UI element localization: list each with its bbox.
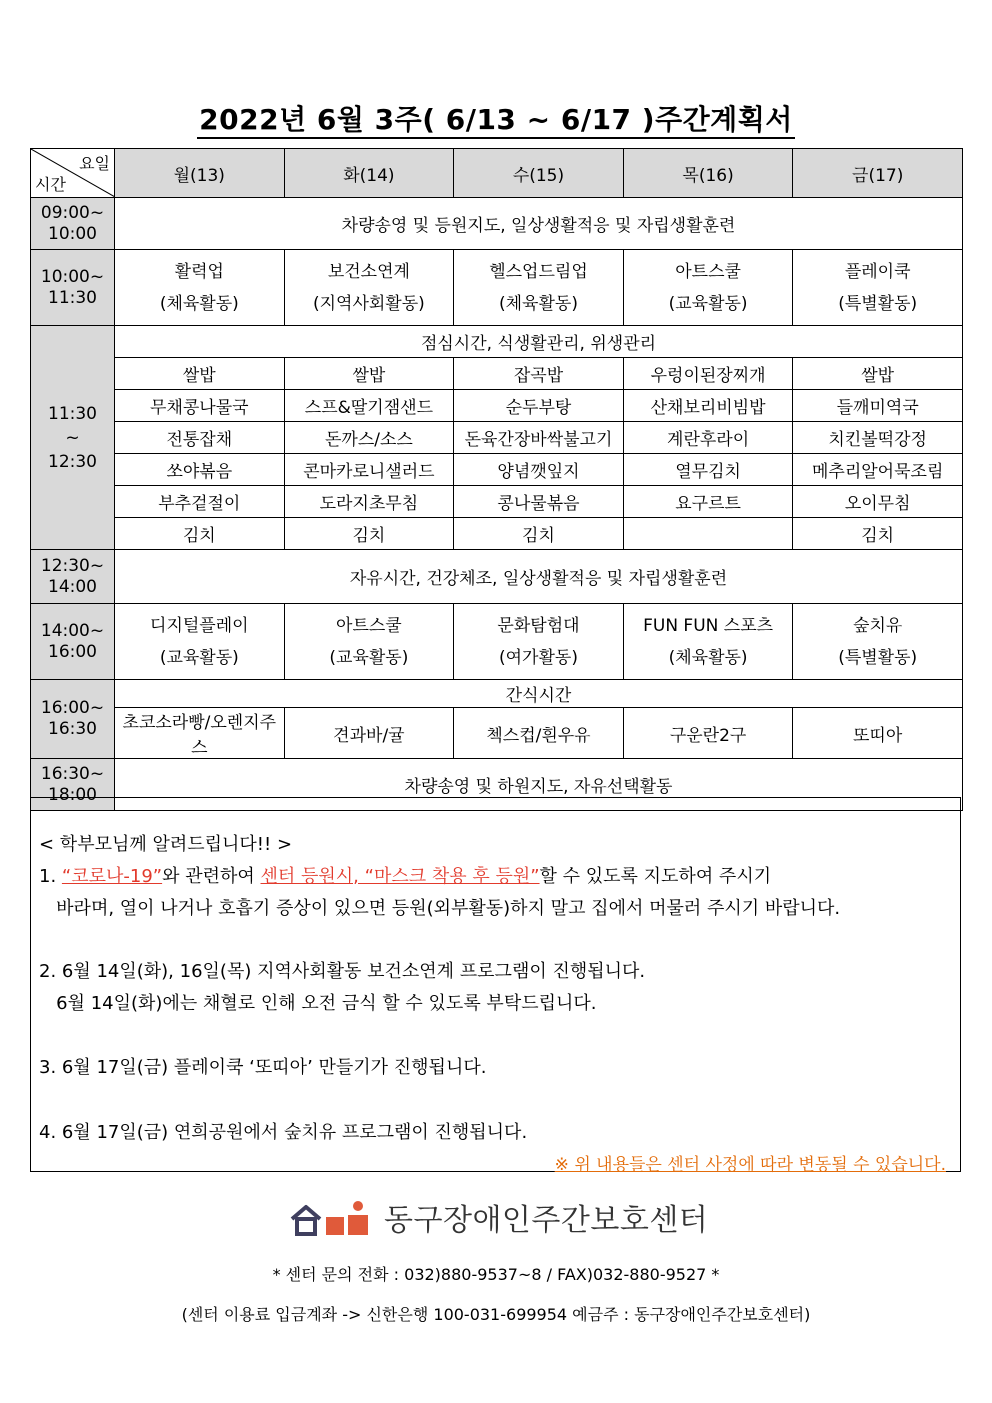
- lunch-heading: 점심시간, 식생활관리, 위생관리: [115, 326, 963, 358]
- row-lunch-heading: [31, 326, 963, 358]
- activity-merged: 자유시간, 건강체조, 일상생활적응 및 자립생활훈련: [115, 550, 963, 604]
- day-header: 수(15): [454, 149, 624, 198]
- corner-time-label: 시간: [35, 175, 66, 194]
- notice-box: [30, 797, 961, 1175]
- menu-cell: 들깨미역국: [793, 390, 963, 422]
- menu-row: [31, 358, 963, 390]
- day-header: 월(13): [115, 149, 285, 198]
- time-cell: 16:00~ 16:30: [31, 680, 115, 759]
- menu-cell: 돈까스/소스: [284, 422, 454, 454]
- menu-row: [31, 454, 963, 486]
- menu-cell: 열무김치: [623, 454, 793, 486]
- center-name: 동구장애인주간보호센터: [384, 1203, 709, 1238]
- menu-cell: 요구르트: [623, 486, 793, 518]
- page-title: 2022년 6월 3주( 6/13 ~ 6/17 )주간계획서: [0, 98, 992, 138]
- menu-cell: 김치: [284, 518, 454, 550]
- notice-item-3: 3. 6월 17일(금) 플레이쿡 ‘또띠아’ 만들기가 진행됩니다.: [39, 1057, 487, 1078]
- day-header: 금(17): [793, 149, 963, 198]
- time-cell: 10:00~ 11:30: [31, 250, 115, 326]
- snack-cell: 첵스컵/흰우유: [454, 708, 624, 759]
- menu-cell: 돈육간장바싹불고기: [454, 422, 624, 454]
- activity-merged: 차량송영 및 하원지도, 자유선택활동: [115, 759, 963, 811]
- menu-cell: 스프&딸기잼샌드: [284, 390, 454, 422]
- menu-cell: 순두부탕: [454, 390, 624, 422]
- menu-cell: 양념깻잎지: [454, 454, 624, 486]
- notice-highlight: 센터 등원시, “마스크 착용 후 등원”: [260, 866, 540, 887]
- corner-cell: [31, 149, 115, 198]
- center-logo: [288, 1192, 708, 1242]
- menu-cell: 치킨볼떡강정: [793, 422, 963, 454]
- contact-info: * 센터 문의 전화 : 032)880-9537~8 / FAX)032-880-9527 *: [272, 1265, 720, 1284]
- row-1400: [31, 604, 963, 680]
- notice-highlight: “코로나-19”: [61, 866, 163, 887]
- row-1230: [31, 550, 963, 604]
- activity-cell: 아트스쿨 (교육활동): [284, 604, 454, 680]
- activity-cell: 보건소연계 (지역사회활동): [284, 250, 454, 326]
- menu-cell: 산채보리비빔밥: [623, 390, 793, 422]
- activity-cell: 디지털플레이 (교육활동): [115, 604, 285, 680]
- menu-row: [31, 422, 963, 454]
- menu-cell: 쌀밥: [284, 358, 454, 390]
- menu-cell: 쏘야볶음: [115, 454, 285, 486]
- time-cell: 12:30~ 14:00: [31, 550, 115, 604]
- menu-cell: 김치: [454, 518, 624, 550]
- notice-item-2: 2. 6월 14일(화), 16일(목) 지역사회활동 보건소연계 프로그램이 진행됩니다.: [39, 961, 646, 982]
- menu-cell: 도라지초무침: [284, 486, 454, 518]
- day-header: 목(16): [623, 149, 793, 198]
- menu-cell: 콘마카로니샐러드: [284, 454, 454, 486]
- menu-cell: 우렁이된장찌개: [623, 358, 793, 390]
- header-row: [31, 149, 963, 198]
- menu-cell: 오이무침: [793, 486, 963, 518]
- menu-cell: [623, 518, 793, 550]
- menu-cell: 부추겉절이: [115, 486, 285, 518]
- notice-item-1-cont: 바라며, 열이 나거나 호흡기 증상이 있으면 등원(외부활동)하지 말고 집에서 머물러 주시기 바랍니다.: [39, 898, 841, 919]
- menu-cell: 무채콩나물국: [115, 390, 285, 422]
- notice-heading: < 학부모님께 알려드립니다!! >: [39, 834, 293, 855]
- notice-item-1: 1. “코로나-19”와 관련하여 센터 등원시, “마스크 착용 후 등원”할 수 있도록 지도하여 주시기: [39, 866, 772, 887]
- day-header: 화(14): [284, 149, 454, 198]
- snack-row: [31, 708, 963, 759]
- row-1000: [31, 250, 963, 326]
- activity-cell: 문화탐험대 (여가활동): [454, 604, 624, 680]
- activity-cell: 숲치유 (특별활동): [793, 604, 963, 680]
- menu-cell: 계란후라이: [623, 422, 793, 454]
- menu-cell: 메추리알어묵조림: [793, 454, 963, 486]
- activity-cell: 활력업 (체육활동): [115, 250, 285, 326]
- row-snack-heading: [31, 680, 963, 708]
- activity-merged: 차량송영 및 등원지도, 일상생활적응 및 자립생활훈련: [115, 198, 963, 250]
- activity-cell: 아트스쿨 (교육활동): [623, 250, 793, 326]
- account-info: (센터 이용료 입금계좌 -> 신한은행 100-031-699954 예금주 : 동구장애인주간보호센터): [181, 1305, 811, 1324]
- menu-cell: 쌀밥: [793, 358, 963, 390]
- activity-cell: 플레이쿡 (특별활동): [793, 250, 963, 326]
- time-cell: 14:00~ 16:00: [31, 604, 115, 680]
- menu-cell: 잡곡밥: [454, 358, 624, 390]
- notice-item-2-cont: 6월 14일(화)에는 채혈로 인해 오전 금식 할 수 있도록 부탁드립니다.: [39, 993, 597, 1014]
- snack-cell: 구운란2구: [623, 708, 793, 759]
- menu-cell: 김치: [115, 518, 285, 550]
- menu-cell: 김치: [793, 518, 963, 550]
- schedule-table: [30, 148, 963, 811]
- notice-item-4: 4. 6월 17일(금) 연희공원에서 숲치유 프로그램이 진행됩니다.: [39, 1122, 528, 1143]
- time-cell: 09:00~ 10:00: [31, 198, 115, 250]
- snack-heading: 간식시간: [115, 680, 963, 708]
- menu-row: [31, 518, 963, 550]
- activity-cell: FUN FUN 스포츠 (체육활동): [623, 604, 793, 680]
- snack-cell: 견과바/귤: [284, 708, 454, 759]
- snack-cell: 또띠아: [793, 708, 963, 759]
- activity-cell: 헬스업드림업 (체육활동): [454, 250, 624, 326]
- time-cell: 16:30~ 18:00: [31, 759, 115, 811]
- menu-row: [31, 486, 963, 518]
- menu-cell: 콩나물볶음: [454, 486, 624, 518]
- menu-cell: 전통잡채: [115, 422, 285, 454]
- time-cell: 11:30 ~ 12:30: [31, 326, 115, 550]
- menu-row: [31, 390, 963, 422]
- snack-cell: 초코소라빵/오렌지주스: [115, 708, 285, 759]
- row-0900: [31, 198, 963, 250]
- house-logo-icon: [288, 1197, 376, 1237]
- menu-cell: 쌀밥: [115, 358, 285, 390]
- notice-warning: ※ 위 내용들은 센터 사정에 따라 변동될 수 있습니다.: [554, 1155, 946, 1175]
- corner-day-label: 요일: [79, 154, 110, 173]
